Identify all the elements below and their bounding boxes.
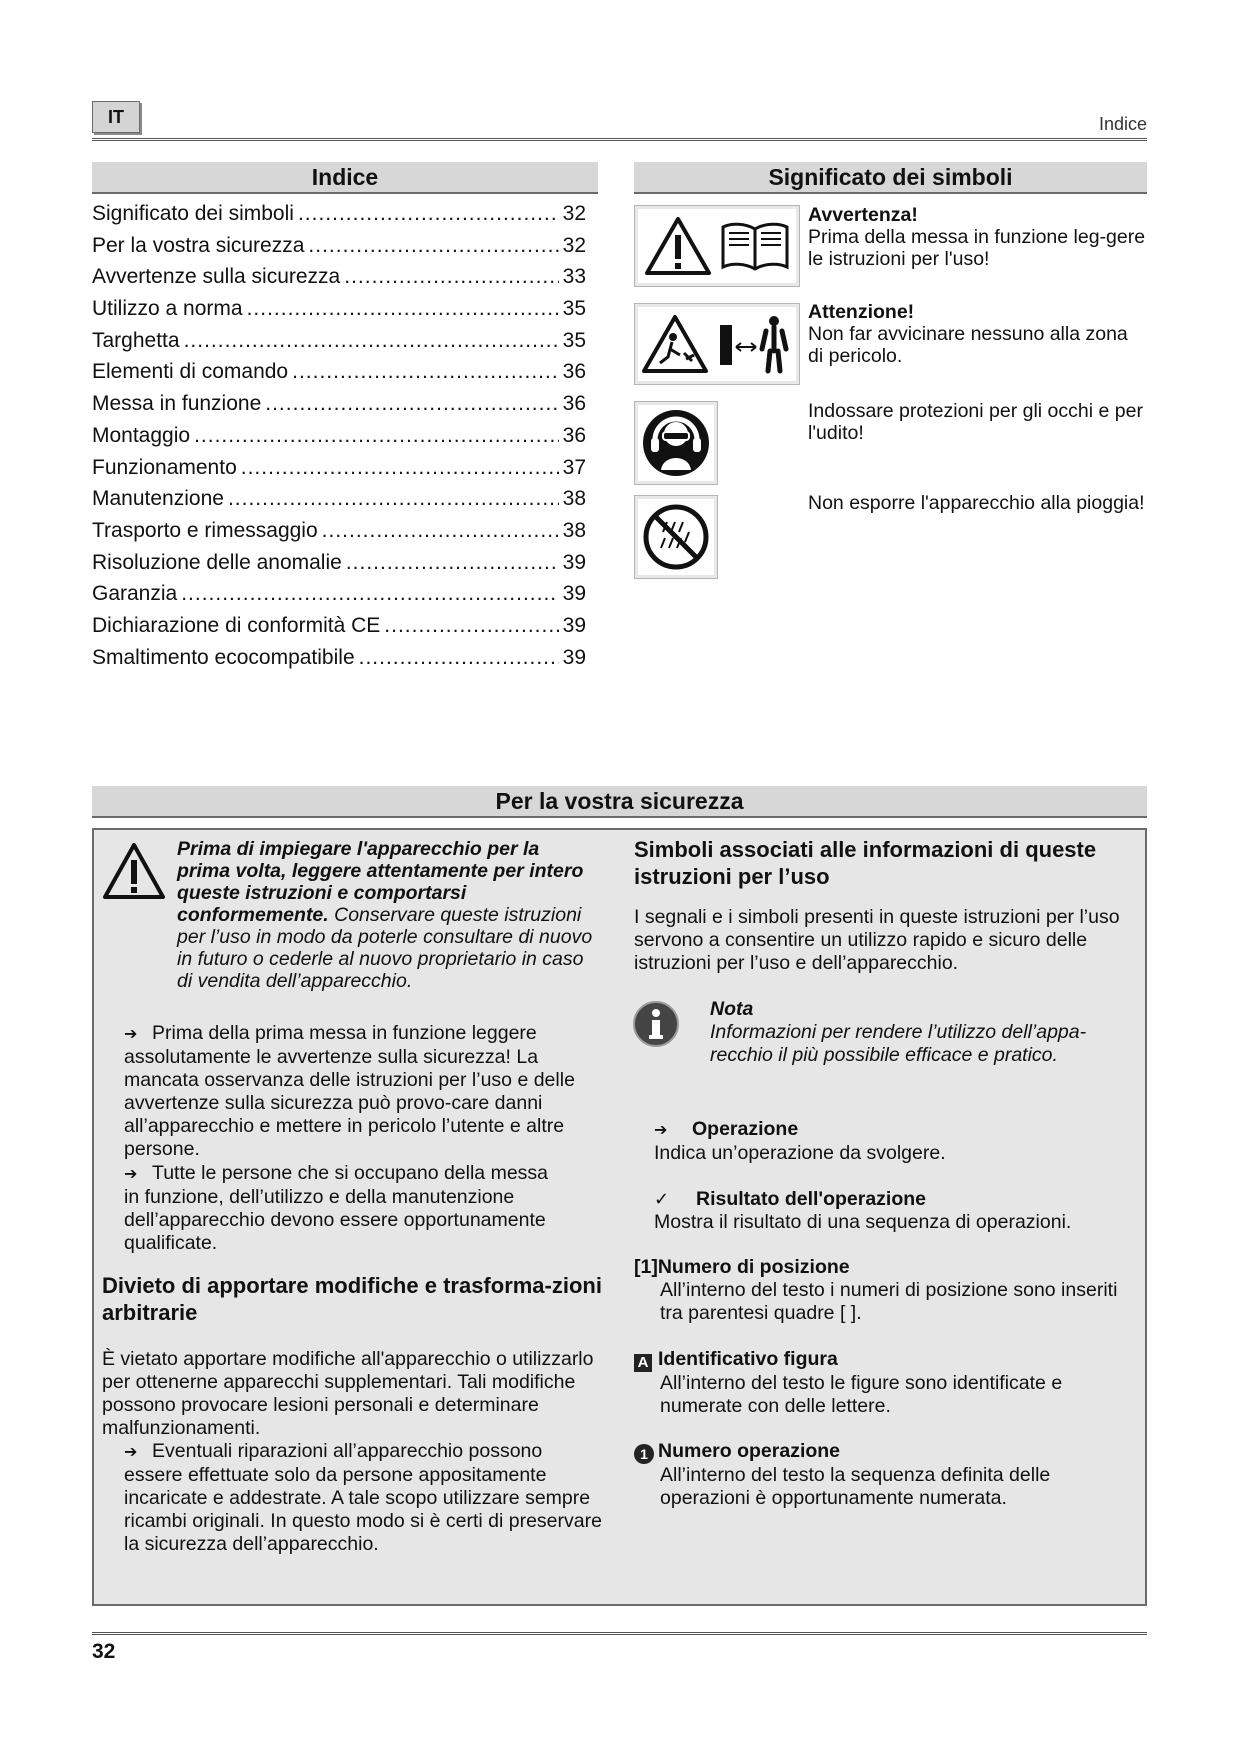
symbol-desc-2: Non far avvicinare nessuno alla zona di pericolo. <box>808 323 1128 367</box>
safety-panel <box>92 828 1147 1606</box>
toc-entry-page: 39 <box>562 582 586 606</box>
toc-entry-label: Dichiarazione di conformità CE <box>92 613 381 637</box>
header-rule <box>92 138 1147 141</box>
hazard-triangle-icon <box>640 313 710 375</box>
position-block <box>634 1256 1134 1325</box>
toc-entry[interactable] <box>92 265 586 297</box>
operation-title: Operazione <box>692 1118 799 1140</box>
warning-rest: Conservare queste istruzioni per l’uso in modo da poterle consultare di nuovo in futuro o cederle al nuovo proprietario in caso di vendita dell’apparecchio. <box>177 904 593 992</box>
toc-entry[interactable] <box>92 519 586 551</box>
figure-marker-icon: A <box>634 1354 652 1372</box>
symbols-title: Significato dei simboli <box>634 162 1147 194</box>
keep-distance-icon <box>716 313 794 375</box>
no-rain-icon <box>641 502 711 572</box>
toc-entry-label: Risoluzione delle anomalie <box>92 550 342 574</box>
symbol-heading-1: Avvertenza! <box>808 204 918 226</box>
toc-leader-dots <box>265 392 558 416</box>
toc-entry-page: 36 <box>562 360 586 384</box>
toc-entry[interactable] <box>92 582 586 614</box>
page-number: 32 <box>92 1640 116 1663</box>
toc-entry-label: Trasporto e rimessaggio <box>92 518 318 542</box>
note-title: Nota <box>710 998 754 1020</box>
toc-entry-label: Smaltimento ecocompatibile <box>92 645 355 669</box>
step-number-text: All’interno del testo la sequenza definita delle operazioni è opportunamente numerata. <box>660 1464 1051 1509</box>
safety-bullet-2 <box>124 1162 610 1255</box>
toc-entry-page: 36 <box>562 392 586 416</box>
toc-entry-page: 36 <box>562 423 586 447</box>
toc-entry-page: 32 <box>562 233 586 257</box>
operation-block <box>654 1118 1134 1165</box>
toc-entry[interactable] <box>92 392 586 424</box>
toc-entry-label: Utilizzo a norma <box>92 297 243 321</box>
toc-leader-dots <box>359 646 559 670</box>
result-text: Mostra il risultato di una sequenza di operazioni. <box>654 1211 1072 1233</box>
toc-entry[interactable] <box>92 551 586 583</box>
figure-block <box>634 1348 1134 1418</box>
step-number-title: Numero operazione <box>658 1440 841 1462</box>
toc-entry[interactable] <box>92 614 586 646</box>
toc-leader-dots <box>308 234 558 258</box>
toc-entry[interactable] <box>92 329 586 361</box>
symbol-desc-3: Indossare protezioni per gli occhi e per l'udito! <box>808 400 1143 444</box>
warning-read-manual-symbol <box>634 205 800 287</box>
toc-entry-label: Messa in funzione <box>92 392 262 416</box>
figure-text: All’interno del testo le figure sono identificate e numerate con delle lettere. <box>660 1372 1063 1417</box>
symbol-text-1 <box>808 204 1148 270</box>
toc-leader-dots <box>384 614 558 638</box>
bullet-3-rest: essere effettuate solo da persone appositamente incaricate e addestrate. A tale scopo utilizzare sempre ricambi originali. In questo modo si è certi di preservare la sicurezza dell’apparecchio. <box>124 1464 602 1555</box>
symbols-info-heading: Simboli associati alle informazioni di queste istruzioni per l’uso <box>634 837 1097 889</box>
note-text: Informazioni per rendere l’utilizzo dell’appa-recchio il più possibile efficace e pratico. <box>710 1021 1087 1066</box>
manual-book-icon <box>719 219 791 273</box>
toc-entry[interactable] <box>92 424 586 456</box>
no-rain-symbol <box>634 495 718 579</box>
toc-entry-page: 37 <box>562 455 586 479</box>
warning-text <box>177 838 597 992</box>
toc-entry-page: 35 <box>562 328 586 352</box>
footer-rule <box>92 1632 1147 1635</box>
figure-title: Identificativo figura <box>658 1348 838 1370</box>
safety-bullet-3 <box>124 1440 610 1556</box>
toc-entry-page: 39 <box>562 645 586 669</box>
bullet-1-rest: assolutamente le avvertenze sulla sicurezza! La mancata osservanza delle istruzioni per l’uso e delle avvertenze sulla sicurezza può provo-care danni all’apparecchio e mettere in pericolo l’utente e altre persone. <box>124 1046 575 1160</box>
bullet-2-first: Tutte le persone che si occupano della messa <box>152 1162 549 1184</box>
operation-text: Indica un’operazione da svolgere. <box>654 1142 946 1164</box>
eye-ear-protection-icon <box>641 408 711 478</box>
modifications-heading: Divieto di apportare modifiche e trasforma-zioni arbitrarie <box>102 1273 602 1325</box>
safety-bullet-1 <box>124 1022 610 1161</box>
safety-title: Per la vostra sicurezza <box>92 786 1147 818</box>
warning-icon <box>102 842 166 900</box>
bullet-1-first: Prima della prima messa in funzione leggere <box>152 1022 537 1044</box>
check-icon: ✓ <box>654 1189 670 1209</box>
step-number-icon: 1 <box>634 1444 654 1464</box>
toc-entry-label: Targhetta <box>92 328 180 352</box>
result-title: Risultato dell'operazione <box>696 1188 927 1210</box>
toc-leader-dots <box>184 329 559 353</box>
toc-leader-dots <box>247 297 559 321</box>
toc-leader-dots <box>322 519 559 543</box>
toc-title: Indice <box>92 162 598 194</box>
language-badge: IT <box>92 101 140 133</box>
toc-entry[interactable] <box>92 297 586 329</box>
step-number-block <box>634 1440 1134 1510</box>
toc-entry-page: 39 <box>562 613 586 637</box>
toc-entry[interactable] <box>92 487 586 519</box>
modifications-text: È vietato apportare modifiche all'apparecchio o utilizzarlo per ottenerne apparecchi supplementari. Tali modifiche possono provocare lesioni personali e determinare malfunzionamenti. <box>102 1348 594 1439</box>
toc-entry-label: Significato dei simboli <box>92 202 294 225</box>
arrow-icon: ➔ <box>124 1026 138 1043</box>
toc-leader-dots <box>181 582 558 606</box>
toc-leader-dots <box>194 424 559 448</box>
warning-triangle-icon <box>643 215 713 277</box>
position-text: All’interno del testo i numeri di posizione sono inseriti tra parentesi quadre [ ]. <box>660 1279 1118 1324</box>
symbol-heading-2: Attenzione! <box>808 301 915 323</box>
symbol-text-4 <box>808 492 1148 514</box>
toc-leader-dots <box>241 456 559 480</box>
toc-leader-dots <box>344 265 558 289</box>
toc-entry-label: Garanzia <box>92 582 178 606</box>
symbol-desc-1: Prima della messa in funzione leg-gere le istruzioni per l'uso! <box>808 226 1146 270</box>
warning-bold: Prima di impiegare l'apparecchio per la prima volta, leggere attentamente per intero queste istruzioni e comportarsi conformemente. <box>177 838 584 926</box>
arrow-icon: ➔ <box>124 1166 138 1183</box>
toc-entry[interactable] <box>92 234 586 266</box>
toc-entry-label: Elementi di comando <box>92 360 289 384</box>
arrow-icon: ➔ <box>124 1444 138 1461</box>
table-of-contents <box>92 202 586 677</box>
toc-entry[interactable] <box>92 202 586 234</box>
bullet-2-rest: in funzione, dell’utilizzo e della manutenzione dell’apparecchio devono essere opportunamente qualificate. <box>124 1186 546 1254</box>
toc-entry-label: Manutenzione <box>92 487 224 511</box>
toc-leader-dots <box>346 551 559 575</box>
toc-leader-dots <box>292 360 559 384</box>
note-block <box>710 998 1140 1067</box>
toc-entry-page: 33 <box>562 265 586 289</box>
toc-leader-dots <box>298 202 559 226</box>
toc-entry-label: Funzionamento <box>92 455 237 479</box>
arrow-icon: ➔ <box>654 1122 668 1139</box>
toc-entry-page: 32 <box>562 202 586 225</box>
toc-entry[interactable] <box>92 456 586 488</box>
result-block <box>654 1188 1134 1234</box>
position-title: Numero di posizione <box>657 1256 850 1278</box>
position-marker: [1] <box>634 1256 658 1278</box>
toc-entry-page: 39 <box>562 550 586 574</box>
toc-entry-page: 38 <box>562 487 586 511</box>
toc-entry-page: 35 <box>562 297 586 321</box>
header-title: Indice <box>1098 114 1147 134</box>
symbol-text-2 <box>808 301 1148 367</box>
symbols-info-intro: I segnali e i simboli presenti in queste istruzioni per l’uso servono a consentire un utilizzo rapido e sicuro delle istruzioni per l’uso e dell’apparecchio. <box>634 906 1120 974</box>
toc-entry-label: Montaggio <box>92 423 191 447</box>
toc-entry[interactable] <box>92 360 586 392</box>
symbol-text-3 <box>808 400 1148 444</box>
protection-symbol <box>634 401 718 485</box>
bullet-3-first: Eventuali riparazioni all’apparecchio possono <box>152 1440 543 1462</box>
toc-entry[interactable] <box>92 646 586 678</box>
symbol-desc-4: Non esporre l'apparecchio alla pioggia! <box>808 492 1145 514</box>
toc-entry-label: Avvertenze sulla sicurezza <box>92 265 341 289</box>
toc-leader-dots <box>228 487 559 511</box>
info-icon <box>632 1000 680 1048</box>
toc-entry-page: 38 <box>562 518 586 542</box>
danger-zone-symbol <box>634 303 800 385</box>
toc-entry-label: Per la vostra sicurezza <box>92 233 305 257</box>
